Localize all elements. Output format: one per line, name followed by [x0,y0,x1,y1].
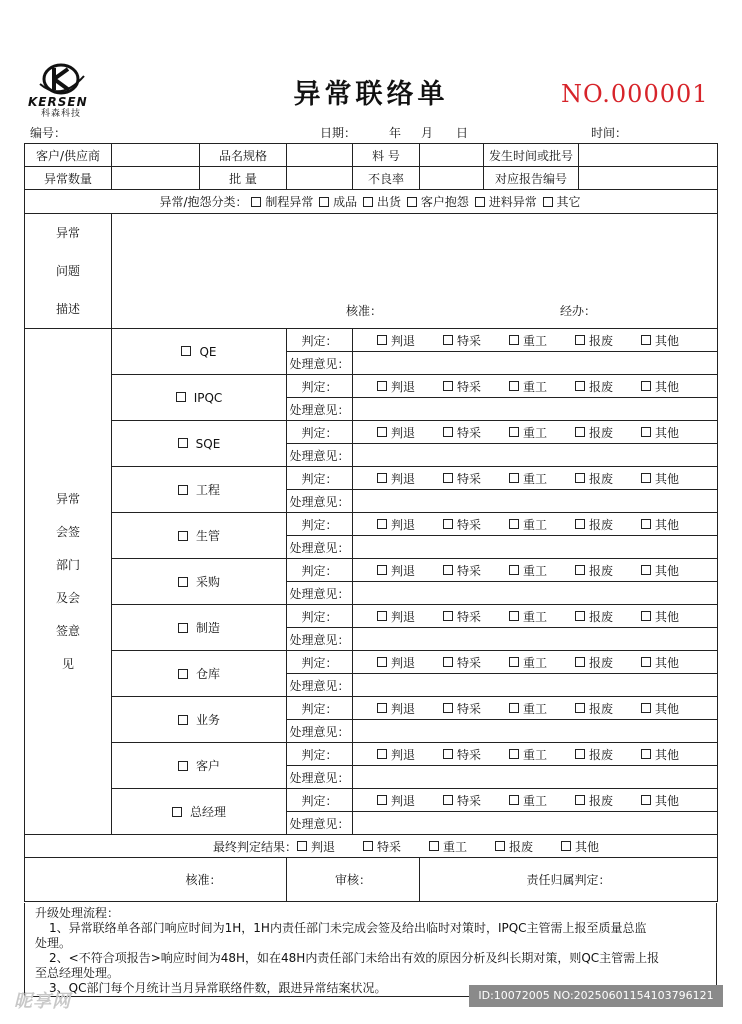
department-cell[interactable] [112,697,287,743]
notes-heading: 升级处理流程： [35,906,120,920]
checkbox-icon[interactable] [575,565,585,575]
judge-option[interactable]: 其他 [641,562,679,579]
checkbox-icon[interactable] [377,381,387,391]
checkbox-icon[interactable] [641,427,651,437]
department-name: SQE [195,436,221,451]
department-cell[interactable] [112,651,287,697]
judge-options [353,559,718,582]
department-name: 制造 [195,621,220,635]
judge-option[interactable]: 报废 [575,792,613,809]
checkbox-icon[interactable] [509,657,519,667]
judge-option[interactable]: 判退 [377,654,415,671]
judge-label: 判定： [287,789,353,812]
note-2b: 至总经理处理。 [35,966,120,980]
judge-options [353,697,718,720]
checkbox-icon[interactable] [443,749,453,759]
judge-label: 判定： [287,329,353,352]
judge-options [353,467,718,490]
judge-option[interactable]: 重工 [509,608,547,625]
judge-option[interactable]: 特采 [443,470,481,487]
opinion-field[interactable] [353,766,718,789]
checkbox-icon[interactable] [641,657,651,667]
occur-label: 发生时间或批号 [484,144,579,167]
department-cell[interactable] [112,375,287,421]
report-field[interactable] [579,167,718,190]
checkbox-icon[interactable] [176,392,186,402]
judge-option[interactable]: 其他 [641,654,679,671]
judge-option[interactable]: 其他 [641,792,679,809]
department-cell[interactable] [112,605,287,651]
department-name: 生管 [195,529,220,543]
checkbox-icon[interactable] [429,841,439,851]
judge-options [353,743,718,766]
escalation-notes [24,903,717,997]
category-row [25,190,718,214]
opinion-field[interactable] [353,582,718,605]
customer-label: 客户/供应商 [25,144,112,167]
judge-option[interactable]: 其他 [641,746,679,763]
judge-option[interactable]: 判退 [377,516,415,533]
desc-label-3: 描述 [55,302,80,316]
checkbox-icon[interactable] [363,197,373,207]
checkbox-icon[interactable] [377,703,387,713]
category-option[interactable]: 进料异常 [475,193,537,210]
opinion-label: 处理意见： [287,628,353,651]
checkbox-icon[interactable] [641,519,651,529]
checkbox-icon[interactable] [443,381,453,391]
signoff-label-line: 签意 [55,623,80,638]
judge-options [353,421,718,444]
opinion-field[interactable] [353,812,718,835]
qty-field[interactable] [112,167,200,190]
sign-approve[interactable]: 核准： [25,858,287,902]
judge-option[interactable]: 特采 [443,332,481,349]
judge-option[interactable]: 判退 [377,608,415,625]
category-option[interactable]: 客户抱怨 [407,193,469,210]
judge-option[interactable]: 判退 [377,378,415,395]
judge-options [353,375,718,398]
department-name: 客户 [195,759,220,773]
opinion-field[interactable] [353,628,718,651]
checkbox-icon[interactable] [509,611,519,621]
opinion-label: 处理意见： [287,812,353,835]
judge-options [353,789,718,812]
judge-option[interactable]: 特采 [443,516,481,533]
checkbox-icon[interactable] [251,197,261,207]
category-option[interactable]: 制程异常 [251,193,313,210]
judge-option[interactable]: 报废 [575,470,613,487]
opinion-label: 处理意见： [287,490,353,513]
serial-number: NO.000001 [561,80,709,108]
judge-option[interactable]: 特采 [443,562,481,579]
checkbox-icon[interactable] [377,473,387,483]
signoff-label-cell [25,329,112,835]
judge-options [353,329,718,352]
logo-subtitle: 科森科技 [41,109,82,119]
checkbox-icon[interactable] [363,841,373,851]
checkbox-icon[interactable] [575,749,585,759]
checkbox-icon[interactable] [509,795,519,805]
checkbox-icon[interactable] [377,565,387,575]
final-option[interactable]: 特采 [363,838,401,855]
checkbox-icon[interactable] [509,519,519,529]
qty-label: 异常数量 [25,167,112,190]
spec-field[interactable] [287,144,353,167]
checkbox-icon[interactable] [443,519,453,529]
checkbox-icon[interactable] [178,485,188,495]
checkbox-icon[interactable] [178,761,188,771]
note-3: 3、QC部门每个月统计当月异常联络件数，跟进异常结案状况。 [49,981,387,995]
checkbox-icon[interactable] [181,346,191,356]
judge-option[interactable]: 报废 [575,746,613,763]
month-label: 月 [421,126,434,140]
department-name: IPQC [193,390,223,405]
checkbox-icon[interactable] [575,657,585,667]
occur-field[interactable] [579,144,718,167]
judge-options [353,651,718,674]
judge-label: 判定： [287,651,353,674]
judge-option[interactable]: 特采 [443,792,481,809]
judge-option[interactable]: 特采 [443,654,481,671]
checkbox-icon[interactable] [443,611,453,621]
checkbox-icon[interactable] [575,795,585,805]
checkbox-icon[interactable] [575,473,585,483]
final-option[interactable]: 其他 [561,838,599,855]
opinion-label: 处理意见： [287,674,353,697]
checkbox-icon[interactable] [178,531,188,541]
judge-option[interactable]: 特采 [443,424,481,441]
anomaly-form-table [24,143,718,902]
judge-option[interactable]: 其他 [641,378,679,395]
checkbox-icon[interactable] [178,669,188,679]
checkbox-icon[interactable] [178,623,188,633]
department-name: 总经理 [189,805,226,819]
opinion-label: 处理意见： [287,352,353,375]
judge-label: 判定： [287,605,353,628]
checkbox-icon[interactable] [377,611,387,621]
opinion-field[interactable] [353,536,718,559]
checkbox-icon[interactable] [543,197,553,207]
judge-option[interactable]: 报废 [575,562,613,579]
opinion-field[interactable] [353,444,718,467]
judge-options [353,513,718,536]
category-option[interactable]: 出货 [363,193,401,210]
department-cell[interactable] [112,467,287,513]
part-field[interactable] [420,144,484,167]
checkbox-icon[interactable] [561,841,571,851]
checkbox-icon[interactable] [641,611,651,621]
checkbox-icon[interactable] [443,473,453,483]
judge-option[interactable]: 报废 [575,516,613,533]
batch-field[interactable] [287,167,353,190]
judge-option[interactable]: 判退 [377,700,415,717]
checkbox-icon[interactable] [495,841,505,851]
final-label: 最终判定结果： [213,839,298,854]
judge-option[interactable]: 判退 [377,746,415,763]
checkbox-icon[interactable] [377,795,387,805]
final-row [25,835,718,858]
judge-option[interactable]: 判退 [377,470,415,487]
judge-option[interactable]: 其他 [641,700,679,717]
judge-label: 判定： [287,421,353,444]
judge-option[interactable]: 报废 [575,654,613,671]
opinion-label: 处理意见： [287,720,353,743]
part-label: 料 号 [353,144,420,167]
watermark-left: 昵享网 [14,991,71,1012]
description-field[interactable] [112,214,718,329]
judge-option[interactable]: 特采 [443,700,481,717]
signoff-label-line: 部门 [55,557,80,572]
customer-field[interactable] [112,144,200,167]
final-option[interactable]: 报废 [495,838,533,855]
opinion-field[interactable] [353,674,718,697]
category-option[interactable]: 成品 [319,193,357,210]
judge-label: 判定： [287,743,353,766]
judge-option[interactable]: 重工 [509,332,547,349]
checkbox-icon[interactable] [178,438,188,448]
department-name: 工程 [195,483,220,497]
judge-option[interactable]: 重工 [509,562,547,579]
judge-label: 判定： [287,467,353,490]
checkbox-icon[interactable] [377,749,387,759]
checkbox-icon[interactable] [443,335,453,345]
year-label: 年 [389,126,402,140]
signoff-label-line: 及会 [55,590,80,605]
checkbox-icon[interactable] [443,427,453,437]
judge-option[interactable]: 报废 [575,700,613,717]
checkbox-icon[interactable] [443,657,453,667]
spec-label: 品名规格 [200,144,287,167]
judge-option[interactable]: 报废 [575,608,613,625]
defect-field[interactable] [420,167,484,190]
judge-label: 判定： [287,375,353,398]
checkbox-icon[interactable] [641,381,651,391]
judge-option[interactable]: 其他 [641,470,679,487]
defect-label: 不良率 [353,167,420,190]
checkbox-icon[interactable] [509,427,519,437]
note-1b: 处理。 [35,936,72,950]
checkbox-icon[interactable] [575,519,585,529]
checkbox-icon[interactable] [509,335,519,345]
department-name: 业务 [195,713,220,727]
checkbox-icon[interactable] [319,197,329,207]
department-name: QE [199,344,217,359]
judge-option[interactable]: 重工 [509,746,547,763]
checkbox-icon[interactable] [641,473,651,483]
checkbox-icon[interactable] [443,795,453,805]
opinion-label: 处理意见： [287,582,353,605]
checkbox-icon[interactable] [407,197,417,207]
judge-options [353,605,718,628]
department-name: 采购 [195,575,220,589]
checkbox-icon[interactable] [297,841,307,851]
checkbox-icon[interactable] [575,427,585,437]
checkbox-icon[interactable] [509,565,519,575]
note-1a: 1、异常联络单各部门响应时间为1H，1H内责任部门未完成会签及给出临时对策时，IPQC主管需上报至质量总监 [49,921,647,935]
judge-option[interactable]: 报废 [575,424,613,441]
judge-option[interactable]: 其他 [641,424,679,441]
department-cell[interactable] [112,743,287,789]
desc-handler-label: 经办： [560,303,597,318]
department-cell[interactable] [112,559,287,605]
judge-option[interactable]: 其他 [641,332,679,349]
category-option[interactable]: 其它 [543,193,581,210]
checkbox-icon[interactable] [641,335,651,345]
checkbox-icon[interactable] [377,427,387,437]
checkbox-icon[interactable] [509,473,519,483]
judge-option[interactable]: 判退 [377,332,415,349]
judge-option[interactable]: 报废 [575,378,613,395]
checkbox-icon[interactable] [377,335,387,345]
description-label-cell [25,214,112,329]
judge-option[interactable]: 重工 [509,516,547,533]
judge-option[interactable]: 重工 [509,378,547,395]
sign-review[interactable]: 审核： [287,858,420,902]
judge-option[interactable]: 判退 [377,424,415,441]
note-2a: 2、<不符合项报告>响应时间为48H，如在48H内责任部门未给出有效的原因分析及纠长期对策，则QC主管需上报 [49,951,660,965]
opinion-field[interactable] [353,720,718,743]
judge-option[interactable]: 特采 [443,608,481,625]
batch-label: 批 量 [200,167,287,190]
judge-label: 判定： [287,559,353,582]
judge-option[interactable]: 特采 [443,378,481,395]
sign-responsibility[interactable]: 责任归属判定： [420,858,718,902]
opinion-label: 处理意见： [287,766,353,789]
checkbox-icon[interactable] [509,749,519,759]
checkbox-icon[interactable] [377,657,387,667]
day-label: 日 [456,126,469,140]
checkbox-icon[interactable] [443,565,453,575]
checkbox-icon[interactable] [575,335,585,345]
signoff-label-line: 会签 [55,524,80,539]
final-option[interactable]: 重工 [429,838,467,855]
judge-option[interactable]: 判退 [377,792,415,809]
judge-label: 判定： [287,697,353,720]
checkbox-icon[interactable] [575,381,585,391]
department-cell[interactable] [112,329,287,375]
opinion-label: 处理意见： [287,444,353,467]
checkbox-icon[interactable] [641,703,651,713]
report-label: 对应报告编号 [484,167,579,190]
desc-approve-label: 核准： [346,303,383,318]
checkbox-icon[interactable] [641,749,651,759]
category-label: 异常/抱怨分类： [159,195,248,209]
time-label: 时间： [591,126,628,140]
judge-option[interactable]: 特采 [443,746,481,763]
desc-label-2: 问题 [55,264,80,278]
opinion-label: 处理意见： [287,398,353,421]
department-name: 仓库 [195,667,220,681]
judge-label: 判定： [287,513,353,536]
checkbox-icon[interactable] [475,197,485,207]
signoff-label-line: 见 [61,656,74,671]
opinion-field[interactable] [353,352,718,375]
judge-option[interactable]: 重工 [509,424,547,441]
judge-option[interactable]: 重工 [509,654,547,671]
number-label: 编号： [30,126,67,140]
checkbox-icon[interactable] [509,703,519,713]
checkbox-icon[interactable] [575,611,585,621]
opinion-field[interactable] [353,490,718,513]
desc-label-1: 异常 [55,226,80,240]
form-title: 异常联络单 [293,79,449,110]
final-option[interactable]: 判退 [297,838,335,855]
judge-option[interactable]: 重工 [509,792,547,809]
judge-option[interactable]: 其他 [641,516,679,533]
checkbox-icon[interactable] [443,703,453,713]
judge-option[interactable]: 判退 [377,562,415,579]
judge-option[interactable]: 报废 [575,332,613,349]
opinion-field[interactable] [353,398,718,421]
department-cell[interactable] [112,421,287,467]
signoff-label-line: 异常 [55,491,80,506]
checkbox-icon[interactable] [172,807,182,817]
department-cell[interactable] [112,789,287,835]
logo-wordmark: KERSEN [28,95,88,109]
checkbox-icon[interactable] [575,703,585,713]
watermark-id: ID:10072005 NO:20250601154103796121 [469,985,723,1007]
date-label: 日期： [320,126,357,140]
department-cell[interactable] [112,513,287,559]
judge-option[interactable]: 重工 [509,700,547,717]
opinion-label: 处理意见： [287,536,353,559]
checkbox-icon[interactable] [377,519,387,529]
checkbox-icon[interactable] [641,795,651,805]
checkbox-icon[interactable] [641,565,651,575]
checkbox-icon[interactable] [178,715,188,725]
checkbox-icon[interactable] [178,577,188,587]
judge-option[interactable]: 重工 [509,470,547,487]
judge-option[interactable]: 其他 [641,608,679,625]
checkbox-icon[interactable] [509,381,519,391]
